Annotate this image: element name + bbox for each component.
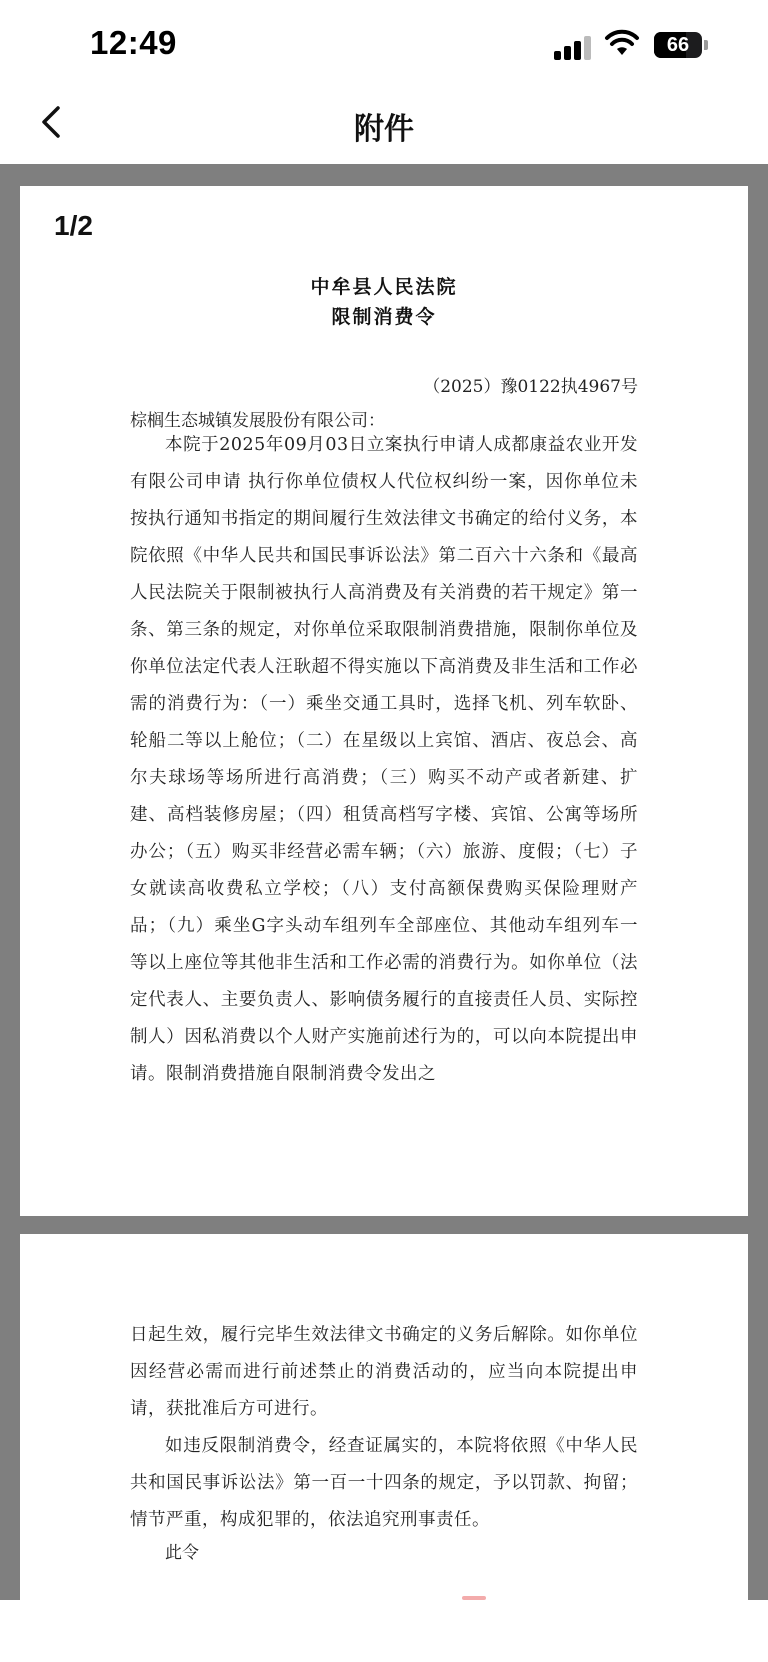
body-paragraph-continued: 日起生效，履行完毕生效法律文书确定的义务后解除。如你单位因经营必需而进行前述禁止的消费活动的，应当向本院提出申请，获批准后方可进行。 (130, 1325, 638, 1419)
recipient: 棕榈生态城镇发展股份有限公司： (130, 411, 385, 431)
document-page-2 (20, 1234, 748, 1600)
status-bar (0, 0, 768, 90)
document-page-1 (20, 186, 748, 1216)
document-title: 限制消费令 (331, 306, 437, 328)
case-number: （2025）豫0122执4967号 (423, 377, 638, 397)
status-time: 12:49 (90, 24, 177, 61)
nav-bar (0, 90, 768, 164)
wifi-icon (604, 28, 640, 58)
cellular-signal-icon (554, 34, 594, 60)
closing-text: 此令 (165, 1543, 199, 1563)
bottom-bar (0, 1600, 768, 1662)
document-viewer[interactable] (0, 164, 768, 1600)
battery-level: 66 (666, 34, 690, 56)
body-paragraph-penalty: 如违反限制消费令，经查证属实的，本院将依照《中华人民共和国民事诉讼法》第一百一十四条的规定，予以罚款、拘留；情节严重，构成犯罪的，依法追究刑事责任。 (130, 1436, 638, 1530)
court-name: 中牟县人民法院 (310, 276, 458, 298)
page-title: 附件 (354, 112, 414, 147)
battery-nub (704, 40, 708, 50)
body-paragraph: 本院于2025年09月03日立案执行申请人成都康益农业开发有限公司申请 执行你单位债权人代位权纠纷一案，因你单位未按执行通知书指定的期间履行生效法律文书确定的给付义务，本院依照《中华人民共和国民事诉讼法》第二百六十六条和《最高人民法院关于限制被执行人高消费及有关消费的若干规定》第一条、第三条的规定，对你单位采取限制消费措施，限制你单位及你单位法定代表人汪耿超不得实施以下高消费及非生活和工作必需的消费行为：（一）乘坐交通工具时，选择飞机、列车软卧、轮船二等以上舱位；（二）在星级以上宾馆、酒店、夜总会、高尔夫球场等场所进行高消费；（三）购买不动产或者新建、扩建、高档装修房屋；（四）租赁高档写字楼、宾馆、公寓等场所办公；（五）购买非经营必需车辆；（六）旅游、度假；（七）子女就读高收费私立学校；（八）支付高额保费购买保险理财产品；（九）乘坐G字头动车组列车全部座位、其他动车组列车一等以上座位等其他非生活和工作必需的消费行为。如你单位（法定代表人、主要负责人、影响债务履行的直接责任人员、实际控制人）因私消费以个人财产实施前述行为的，可以向本院提出申请。限制消费措施自限制消费令发出之 (130, 435, 638, 1084)
page-indicator: 1/2 (54, 210, 93, 241)
battery-icon (654, 32, 702, 58)
